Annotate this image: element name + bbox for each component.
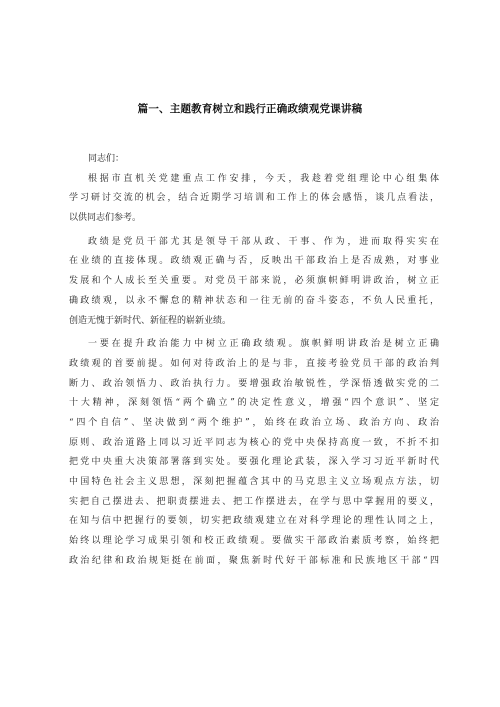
paragraph-3-line-7: 把党中央重大决策部署落到实处。要强化理论武装，深入学习习近平新时代 xyxy=(69,457,439,468)
document-body xyxy=(69,150,439,571)
paragraph-2-line-1: 政绩是党员干部尤其是领导干部从政、干事、作为，进而取得实实在 xyxy=(88,236,439,247)
paragraph-3-line-5: “四个自信”、坚决做到“两个维护”，始终在政治立场、政治方向、政治 xyxy=(69,417,439,428)
paragraph-3-line-12: 政治纪律和政治规矩挺在前面，聚焦新时代好干部标准和民族地区干部“四 xyxy=(69,555,439,566)
paragraph-3-line-6: 原则、政治道路上同以习近平同志为核心的党中央保持高度一致，不折不扣 xyxy=(69,437,439,448)
paragraph-3-line-3: 断力、政治领悟力、政治执行力。要增强政治敏锐性，学深悟透做实党的二 xyxy=(69,378,439,389)
paragraph-2-line-3: 发展和个人成长至关重要。对党员干部来说，必须旗帜鲜明讲政治，树立正 xyxy=(69,276,439,287)
paragraph-1-line-2: 学习研讨交流的机会，结合近期学习培训和工作上的体会感悟，谈几点看法， xyxy=(69,193,439,204)
paragraph-3-line-4: 十大精神，深刻领悟“两个确立”的决定性意义，增强“四个意识”、坚定 xyxy=(69,398,439,409)
paragraph-1-line-1: 根据市直机关党建重点工作安排，今天，我趁着党组理论中心组集体 xyxy=(88,173,439,184)
paragraph-2-line-5: 创造无愧于新时代、新征程的崭新业绩。 xyxy=(69,315,232,326)
paragraph-2-line-4: 确政绩观，以永不懈怠的精神状态和一往无前的奋斗姿态，不负人民重托， xyxy=(69,295,439,306)
paragraph-3-line-1: 一要在提升政治能力中树立正确政绩观。旗帜鲜明讲政治是树立正确 xyxy=(88,339,439,350)
paragraph-3-line-8: 中国特色社会主义思想，深刻把握蕴含其中的马克思主义立场观点方法，切 xyxy=(69,477,439,487)
paragraph-3-line-2: 政绩观的首要前提。如何对待政治上的是与非，直接考验党员干部的政治判 xyxy=(69,358,439,369)
paragraph-1-line-3: 以供同志们参考。 xyxy=(69,213,142,224)
paragraph-2-line-2: 在业绩的直接体现。政绩观正确与否，反映出干部政治上是否成熟，对事业 xyxy=(69,256,439,267)
paragraph-3-line-11: 始终以理论学习成果引领和校正政绩观。要做实干部政治素质考察，始终把 xyxy=(69,536,439,547)
document-title: 篇一、主题教育树立和践行正确政绩观党课讲稿 xyxy=(137,103,363,115)
salutation: 同志们： xyxy=(88,154,125,164)
paragraph-3-line-9: 实把自己摆进去、把职责摆进去、把工作摆进去，在学与思中掌握用的要义， xyxy=(69,496,439,507)
paragraph-3-line-10: 在知与信中把握行的要领，切实把政绩观建立在对科学理论的理性认同之上， xyxy=(69,516,439,527)
